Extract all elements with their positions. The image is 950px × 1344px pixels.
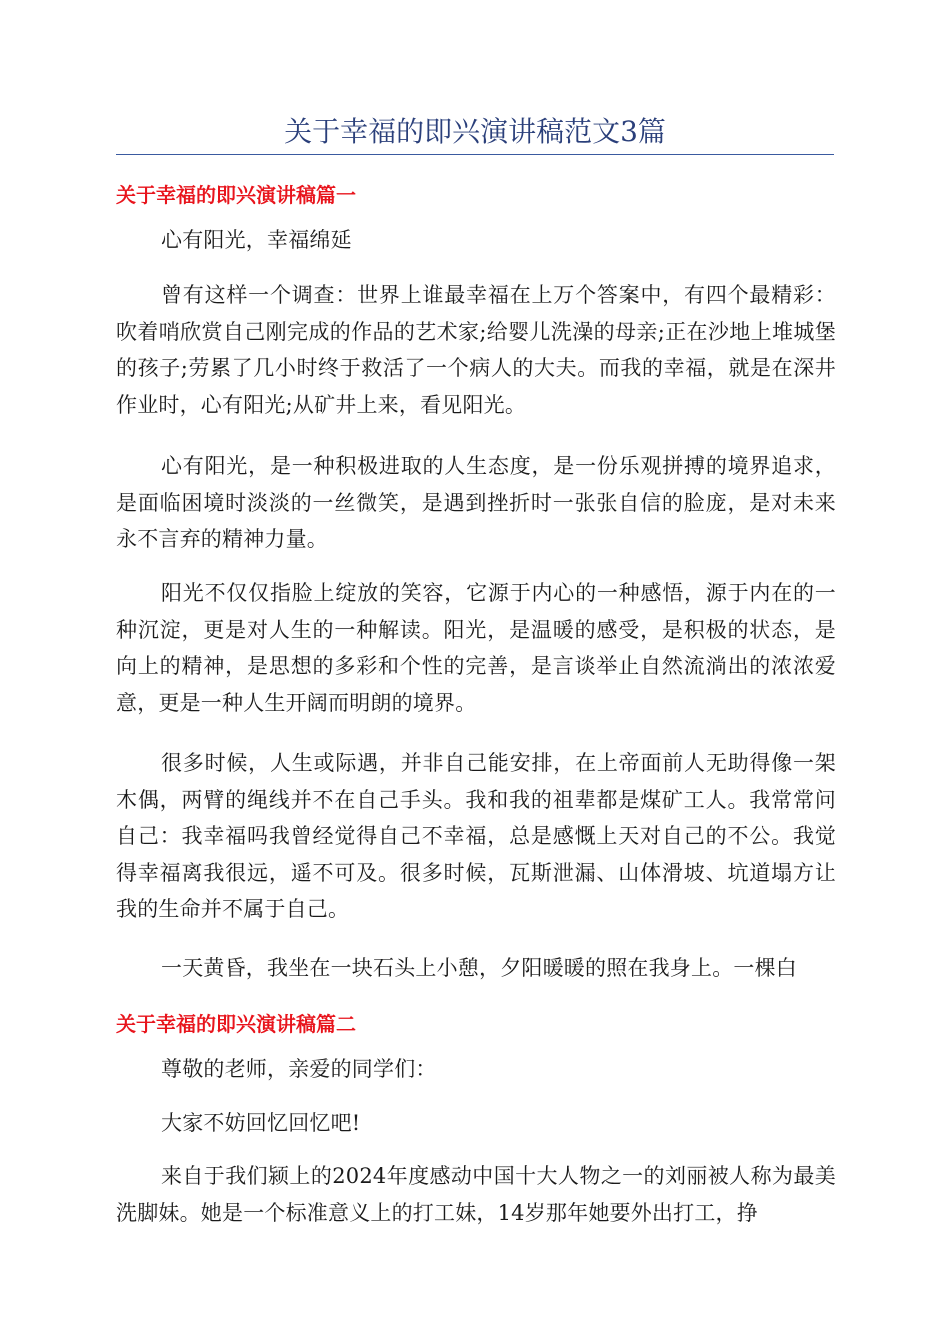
paragraph: 阳光不仅仅指脸上绽放的笑容，它源于内心的一种感悟，源于内在的一种沉淀，更是对人生的一种解读。阳光，是温暖的感受，是积极的状态，是向上的精神，是思想的多彩和个性的完善，是言谈举止自然流淌出的浓浓爱意，更是一种人生开阔而明朗的境界。: [116, 581, 836, 715]
paragraph: 心有阳光，幸福绵延: [161, 228, 352, 252]
paragraph: 一天黄昏，我坐在一块石头上小憩，夕阳暖暖的照在我身上。一棵白: [161, 956, 797, 980]
paragraph: 大家不妨回忆回忆吧!: [161, 1111, 361, 1135]
paragraph: 来自于我们颍上的2024年度感动中国十大人物之一的刘丽被人称为最美洗脚妹。她是一个标准意义上的打工妹，14岁那年她要外出打工，挣: [116, 1164, 836, 1225]
section-heading-2: 关于幸福的即兴演讲稿篇二: [116, 1012, 356, 1036]
document-title: 关于幸福的即兴演讲稿范文3篇: [284, 115, 666, 148]
paragraph: 心有阳光，是一种积极进取的人生态度，是一份乐观拼搏的境界追求，是面临困境时淡淡的一丝微笑，是遇到挫折时一张张自信的脸庞，是对未来永不言弃的精神力量。: [116, 454, 836, 551]
section-heading-1: 关于幸福的即兴演讲稿篇一: [116, 183, 356, 207]
paragraph: 尊敬的老师，亲爱的同学们：: [161, 1057, 437, 1081]
paragraph: 很多时候，人生或际遇，并非自己能安排，在上帝面前人无助得像一架木偶，两臂的绳线并不在自己手头。我和我的祖辈都是煤矿工人。我常常问自己：我幸福吗我曾经觉得自己不幸福，总是感慨上天对自己的不公。我觉得幸福离我很远，遥不可及。很多时候，瓦斯泄漏、山体滑坡、坑道塌方让我的生命并不属于自己。: [116, 751, 836, 921]
title-divider: [116, 154, 834, 155]
paragraph: 曾有这样一个调查：世界上谁最幸福在上万个答案中，有四个最精彩：吹着哨欣赏自己刚完成的作品的艺术家;给婴儿洗澡的母亲;正在沙地上堆城堡的孩子;劳累了几小时终于救活了一个病人的大夫。而我的幸福，就是在深井作业时，心有阳光;从矿井上来，看见阳光。: [116, 283, 836, 417]
